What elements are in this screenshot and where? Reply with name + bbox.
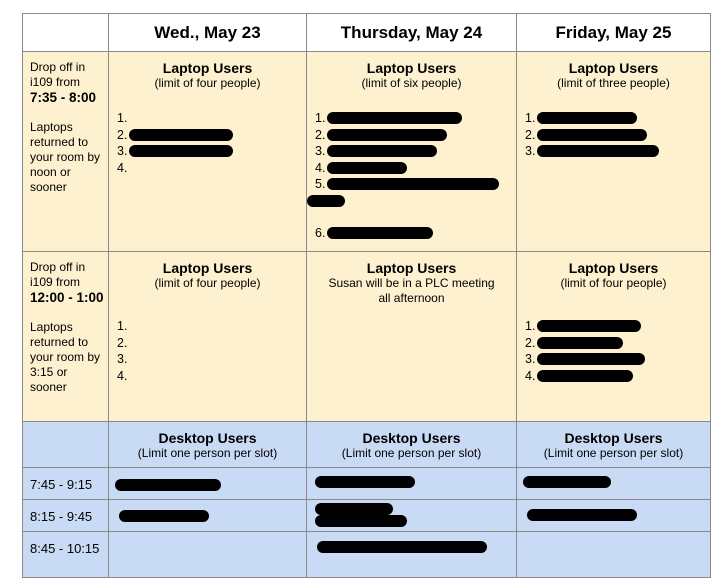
laptop-title: Laptop Users [568,60,659,76]
wed-desktop-header [109,422,307,468]
redacted-name [327,112,462,124]
morning-slot-info [23,52,109,252]
day-header-fri: Friday, May 25 [517,14,711,52]
slot-cell [109,468,307,500]
redacted-name [315,515,407,527]
laptop-title: Laptop Users [162,260,253,276]
list-item: 3. [525,143,710,160]
signup-list [109,318,306,384]
list-item: 3. [117,352,128,366]
header-row [23,14,711,52]
thu-morning-cell [307,52,517,252]
redacted-name [537,320,641,332]
thu-afternoon-cell [307,252,517,422]
redacted-name [537,129,647,141]
desktop-title: Desktop Users [564,430,663,446]
limit-text: (limit of four people) [154,276,261,290]
list-item: 5. [315,176,516,209]
laptop-title: Laptop Users [162,60,253,76]
desktop-limit: (Limit one person per slot) [341,446,482,460]
redacted-name [327,145,437,157]
afternoon-laptop-row [23,252,711,422]
redacted-name [327,178,499,190]
list-item: 2. [117,127,306,144]
morning-laptop-row [23,52,711,252]
list-item: 1. [117,111,128,125]
redacted-name [537,337,623,349]
redacted-name [315,503,393,515]
laptop-title: Laptop Users [366,60,457,76]
signup-list [517,318,710,384]
return-note: Laptops returned to your room by noon or sooner [30,120,101,194]
limit-text: (limit of six people) [361,76,462,90]
desktop-slot-row [23,468,711,500]
signup-list [109,110,306,176]
slot-time: 8:45 - 10:15 [23,532,109,578]
list-item: 2. [525,127,710,144]
redacted-name [317,541,487,553]
signup-list [307,110,516,242]
list-item: 4. [315,160,516,177]
dropoff-time: 7:35 - 8:00 [30,90,97,105]
signup-table [22,13,711,578]
list-item: 3. [315,143,516,160]
list-item: 1. [117,319,128,333]
dropoff-label: Drop off in i109 from [30,260,86,289]
fri-afternoon-cell [517,252,711,422]
fri-desktop-header [517,422,711,468]
desktop-header-row [23,422,711,468]
desktop-title: Desktop Users [362,430,461,446]
redacted-name [327,162,407,174]
wed-afternoon-cell [109,252,307,422]
list-item: 2. [525,335,710,352]
redacted-name [527,509,637,521]
day-header-wed: Wed., May 23 [109,14,307,52]
dropoff-time: 12:00 - 1:00 [30,290,104,305]
slot-cell [517,468,711,500]
laptop-title: Laptop Users [366,260,457,276]
list-item: 2. [315,127,516,144]
desktop-limit: (Limit one person per slot) [543,446,684,460]
list-item: 2. [117,335,128,350]
list-item: 6. [315,225,516,242]
slot-cell [307,468,517,500]
redacted-name [523,476,611,488]
redacted-name [327,129,447,141]
limit-text: (limit of three people) [557,76,670,90]
thu-desktop-header [307,422,517,468]
desktop-corner-cell [23,422,109,468]
list-item: 3. [117,143,306,160]
return-note: Laptops returned to your room by 3:15 or sooner [30,320,101,394]
redacted-name [537,112,637,124]
redacted-name [119,510,209,522]
limit-text: (limit of four people) [154,76,261,90]
list-item: 4. [117,160,128,175]
slot-cell [109,500,307,532]
slot-time: 7:45 - 9:15 [23,468,109,500]
corner-cell [23,14,109,52]
fri-morning-cell [517,52,711,252]
redacted-name [327,227,433,239]
signup-list [517,110,710,160]
laptop-title: Laptop Users [568,260,659,276]
list-item: 1. [525,110,710,127]
list-item: 3. [525,351,710,368]
limit-text: (limit of four people) [560,276,667,290]
desktop-limit: (Limit one person per slot) [137,446,278,460]
redacted-name [129,129,233,141]
redacted-name [537,145,659,157]
desktop-slot-row [23,500,711,532]
list-item: 4. [117,368,128,383]
list-item: 4. [525,368,710,385]
redacted-name [307,195,345,207]
redacted-name [315,476,415,488]
slot-cell [517,500,711,532]
redacted-name [129,145,233,157]
desktop-title: Desktop Users [158,430,257,446]
dropoff-label: Drop off in i109 from [30,60,86,89]
slot-cell [307,532,517,578]
slot-cell [517,532,711,578]
slot-cell [307,500,517,532]
redacted-name [537,370,633,382]
afternoon-slot-info [23,252,109,422]
wed-morning-cell [109,52,307,252]
list-item: 1. [315,110,516,127]
plc-note: Susan will be in a PLC meeting all afternoon [328,276,495,305]
list-item: 1. [525,318,710,335]
day-header-thu: Thursday, May 24 [307,14,517,52]
redacted-name [115,479,221,491]
desktop-slot-row [23,532,711,578]
slot-time: 8:15 - 9:45 [23,500,109,532]
redacted-name [537,353,645,365]
slot-cell [109,532,307,578]
